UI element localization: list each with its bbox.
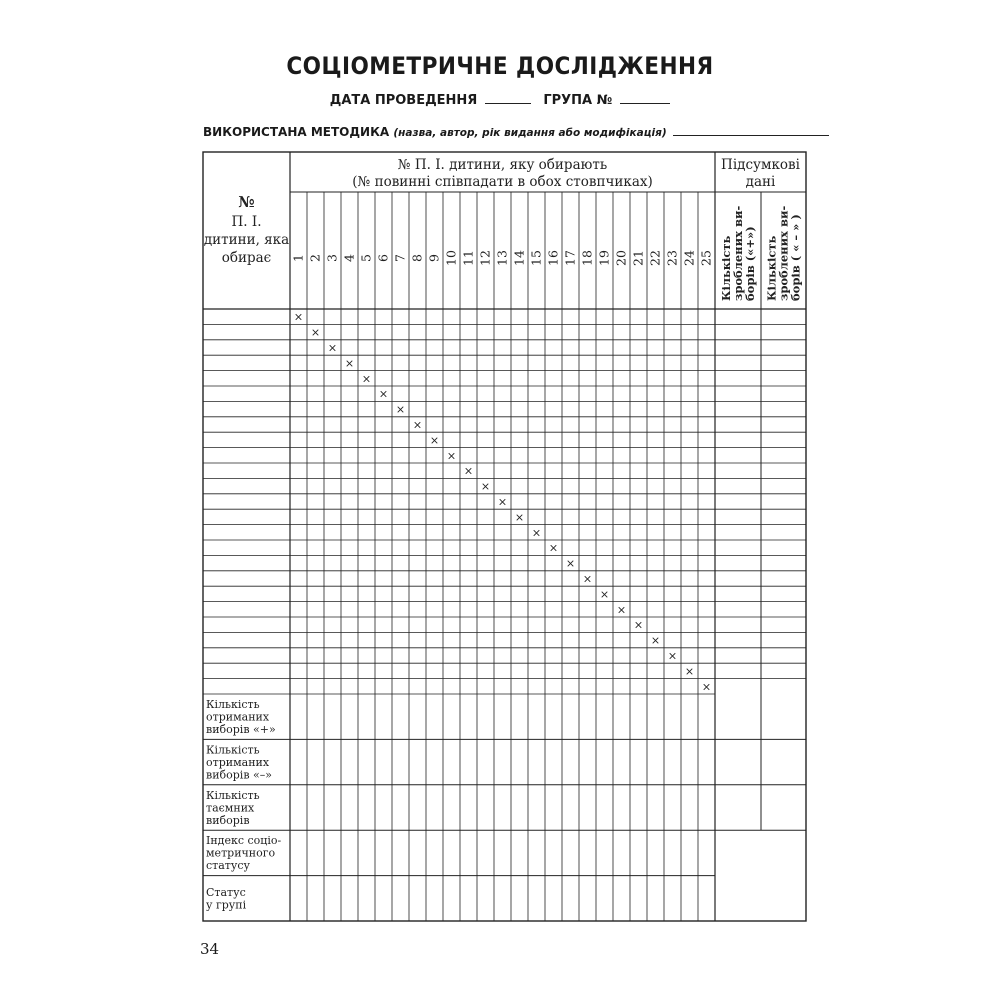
column-number xyxy=(546,250,561,266)
row-header-text: П. І. xyxy=(231,214,262,230)
column-number-text: 16 xyxy=(545,250,561,266)
footer-row-label: виборів xyxy=(206,813,250,827)
column-number xyxy=(325,254,340,262)
column-number xyxy=(665,250,680,266)
footer-row-label: отриманих xyxy=(206,710,270,724)
method-label: ВИКОРИСТАНА МЕТОДИКА xyxy=(203,125,390,139)
diagonal-mark: × xyxy=(650,634,661,648)
row-header-text: № xyxy=(238,193,255,211)
diagonal-mark: × xyxy=(429,433,440,447)
column-number xyxy=(393,254,408,262)
column-number xyxy=(614,250,629,266)
diagonal-mark: × xyxy=(667,649,678,663)
column-number xyxy=(342,254,357,262)
summary-header-subtitle: дані xyxy=(745,174,776,190)
diagonal-mark: × xyxy=(361,372,372,386)
column-number xyxy=(563,250,578,266)
column-number xyxy=(478,250,493,266)
footer-row-label: у групі xyxy=(206,898,247,912)
diagonal-mark: × xyxy=(633,618,644,632)
footer-row-label: виборів «+» xyxy=(206,722,276,736)
column-number-text: 17 xyxy=(562,250,578,266)
diagonal-mark: × xyxy=(463,464,474,478)
column-number xyxy=(376,254,391,262)
column-number-text: 12 xyxy=(477,250,493,266)
diagonal-mark: × xyxy=(684,664,695,678)
column-number-text: 8 xyxy=(409,254,425,262)
diagonal-mark: × xyxy=(565,557,576,571)
footer-row-label: Індекс соціо- xyxy=(206,834,282,848)
column-number xyxy=(291,254,306,262)
diagonal-mark: × xyxy=(378,387,389,401)
column-number xyxy=(648,250,663,266)
diagonal-mark: × xyxy=(548,541,559,555)
footer-row-label: виборів «–» xyxy=(206,768,272,782)
summary-col-label: борів ( « – » ) xyxy=(788,214,803,301)
column-number-text: 23 xyxy=(664,250,680,266)
column-number-text: 1 xyxy=(290,254,306,262)
column-number-text: 4 xyxy=(341,254,357,262)
footer-row-label: статусу xyxy=(206,859,250,873)
column-number-text: 25 xyxy=(698,250,714,266)
diagonal-mark: × xyxy=(599,587,610,601)
column-number xyxy=(410,254,425,262)
column-number-text: 24 xyxy=(681,250,697,266)
footer-row-label: Кількість xyxy=(206,697,260,711)
diagonal-mark: × xyxy=(293,310,304,324)
summary-col-label: борів («+») xyxy=(743,226,757,301)
column-number xyxy=(682,250,697,266)
footer-row-label: таємних xyxy=(206,801,255,815)
footer-row-label: отриманих xyxy=(206,755,270,769)
column-number-text: 3 xyxy=(324,254,340,262)
column-number-text: 18 xyxy=(579,250,595,266)
summary-col-label: Кількість xyxy=(764,235,779,301)
column-number-text: 2 xyxy=(307,254,323,262)
column-number-text: 13 xyxy=(494,250,510,266)
column-number-text: 21 xyxy=(630,250,646,266)
diagonal-mark: × xyxy=(446,449,457,463)
footer-row-label: Статус xyxy=(206,885,246,899)
column-number xyxy=(631,250,646,266)
footer-row-label: Кількість xyxy=(206,788,260,802)
diagonal-mark: × xyxy=(701,680,712,694)
column-number-text: 10 xyxy=(443,250,459,266)
diagonal-mark: × xyxy=(395,403,406,417)
row-header-text: дитини, яка xyxy=(203,232,290,248)
summary-col-label: зроблених ви- xyxy=(731,205,745,301)
diagonal-mark: × xyxy=(412,418,423,432)
column-number-text: 19 xyxy=(596,250,612,266)
diagonal-mark: × xyxy=(310,326,321,340)
footer-row-label: метричного xyxy=(206,846,276,860)
column-number xyxy=(495,250,510,266)
summary-col-minus-label xyxy=(765,206,803,301)
diagonal-mark: × xyxy=(531,526,542,540)
column-number-text: 5 xyxy=(358,254,374,262)
diagonal-mark: × xyxy=(514,510,525,524)
column-number-text: 20 xyxy=(613,250,629,266)
column-header-title: № П. І. дитини, яку обирають xyxy=(397,157,608,173)
diagonal-mark: × xyxy=(327,341,338,355)
diagonal-mark: × xyxy=(344,356,355,370)
column-number-text: 22 xyxy=(647,250,663,266)
date-label: ДАТА ПРОВЕДЕННЯ xyxy=(329,93,478,108)
column-number-text: 9 xyxy=(426,254,442,262)
summary-col-label: Кількість xyxy=(719,235,733,301)
column-number-text: 7 xyxy=(392,254,408,262)
column-number xyxy=(359,254,374,262)
method-hint: (назва, автор, рік видання або модифікація) xyxy=(393,127,667,139)
page-number: 34 xyxy=(200,940,220,958)
row-header-text: обирає xyxy=(221,250,272,266)
column-number xyxy=(580,250,595,266)
diagonal-mark: × xyxy=(480,480,491,494)
column-number-text: 15 xyxy=(528,250,544,266)
column-number xyxy=(444,250,459,266)
column-number xyxy=(529,250,544,266)
summary-header-title: Підсумкові xyxy=(721,157,800,173)
column-number-text: 11 xyxy=(460,250,476,266)
group-label: ГРУПА № xyxy=(543,93,613,108)
column-number xyxy=(512,250,527,266)
column-number xyxy=(597,250,612,266)
diagonal-mark: × xyxy=(582,572,593,586)
column-number xyxy=(699,250,714,266)
column-number-text: 6 xyxy=(375,254,391,262)
column-number xyxy=(308,254,323,262)
page-title: СОЦІОМЕТРИЧНЕ ДОСЛІДЖЕННЯ xyxy=(286,52,714,80)
column-number-text: 14 xyxy=(511,250,527,266)
column-number xyxy=(427,254,442,262)
footer-row-label: Кількість xyxy=(206,743,260,757)
diagonal-mark: × xyxy=(616,603,627,617)
summary-col-plus-label xyxy=(719,206,757,301)
summary-col-label: зроблених ви- xyxy=(776,205,791,301)
column-header-subtitle: (№ повинні співпадати в обох стовпчиках) xyxy=(352,174,653,190)
column-number xyxy=(461,250,476,266)
diagonal-mark: × xyxy=(497,495,508,509)
